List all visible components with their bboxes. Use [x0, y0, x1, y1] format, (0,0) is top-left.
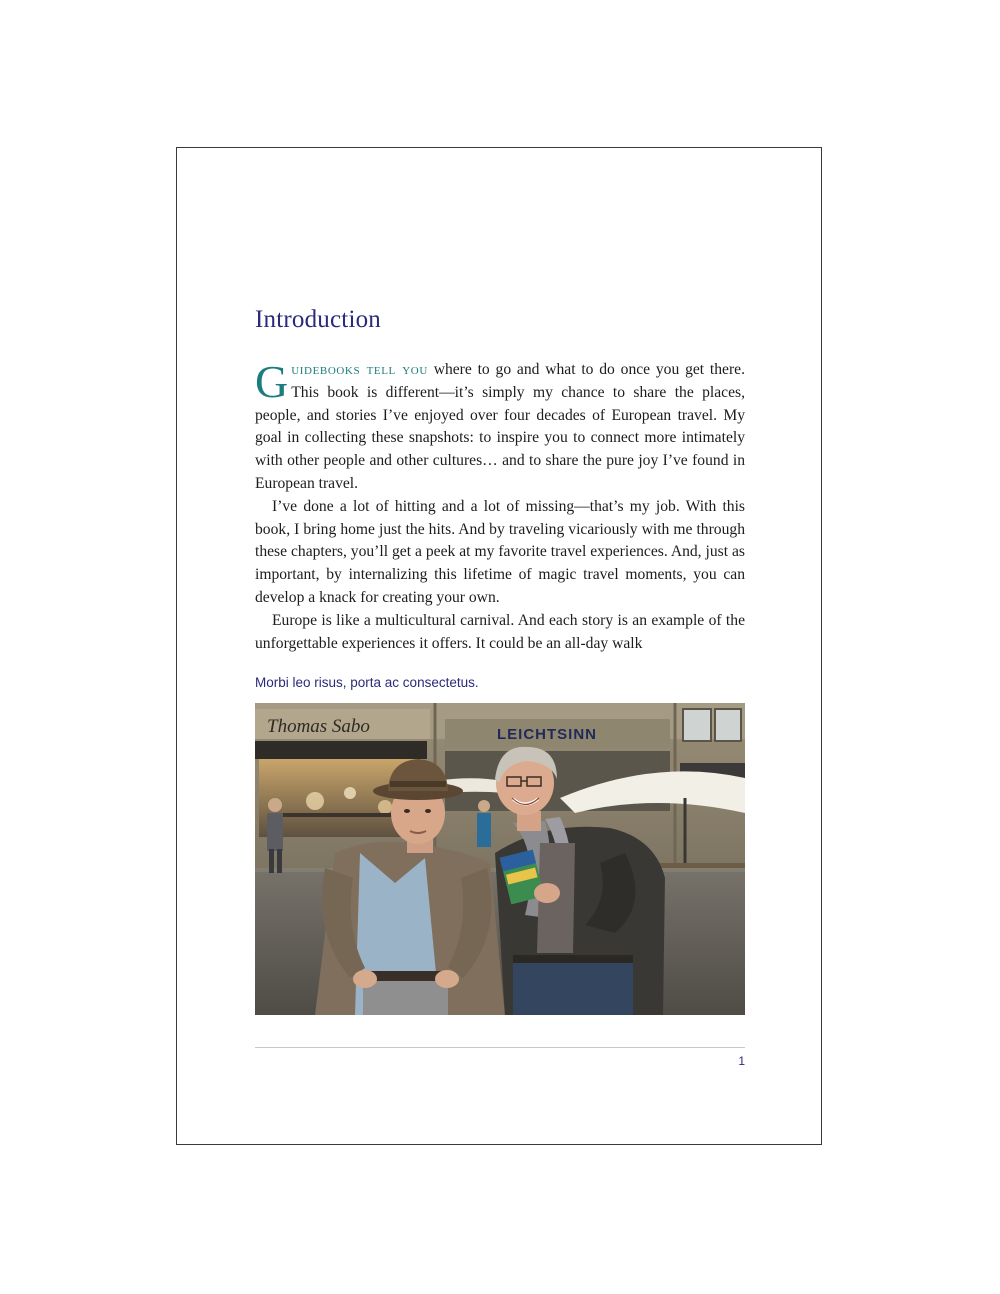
paragraph-3: Europe is like a multicultural carnival. And each story is an example of the unforgettable experiences it offers. It could be an all-day walk: [255, 611, 745, 652]
chapter-body: [255, 356, 745, 655]
shop-awning-left: [255, 741, 427, 759]
shop-sign-right: LEICHTSINN: [497, 726, 597, 743]
footer-rule: [255, 1047, 745, 1048]
lead-in-small-caps: uidebooks tell you: [291, 361, 428, 378]
book-page: [176, 147, 822, 1145]
photo-illustration: [255, 703, 745, 1015]
drop-cap: G: [255, 356, 289, 407]
paragraph-2: I’ve done a lot of hitting and a lot of missing—that’s my job. With this book, I bring home just the hits. And by traveling vicariously with me through these chapters, you’ll get a peek at my favorite travel experiences. And, just as important, by internalizing this lifetime of magic travel moments, you can develop a knack for creating your own.: [255, 497, 745, 606]
page-number: 1: [738, 1054, 745, 1068]
shop-sign-left: Thomas Sabo: [267, 716, 370, 737]
figure-caption: Morbi leo risus, porta ac consectetus.: [255, 675, 479, 690]
chapter-title: Introduction: [255, 306, 381, 333]
paragraph-1-text: where to go and what to do once you get there. This book is different—it’s simply my chance to share the places, people, and stories I’ve enjoyed over four decades of European travel. My goal in collecting these snapshots: to inspire you to connect more intimately with other people and other cultures… and to share the pure joy I’ve found in European travel.: [255, 361, 745, 492]
paragraph-1: [255, 356, 745, 496]
street-photo: [255, 703, 745, 1015]
